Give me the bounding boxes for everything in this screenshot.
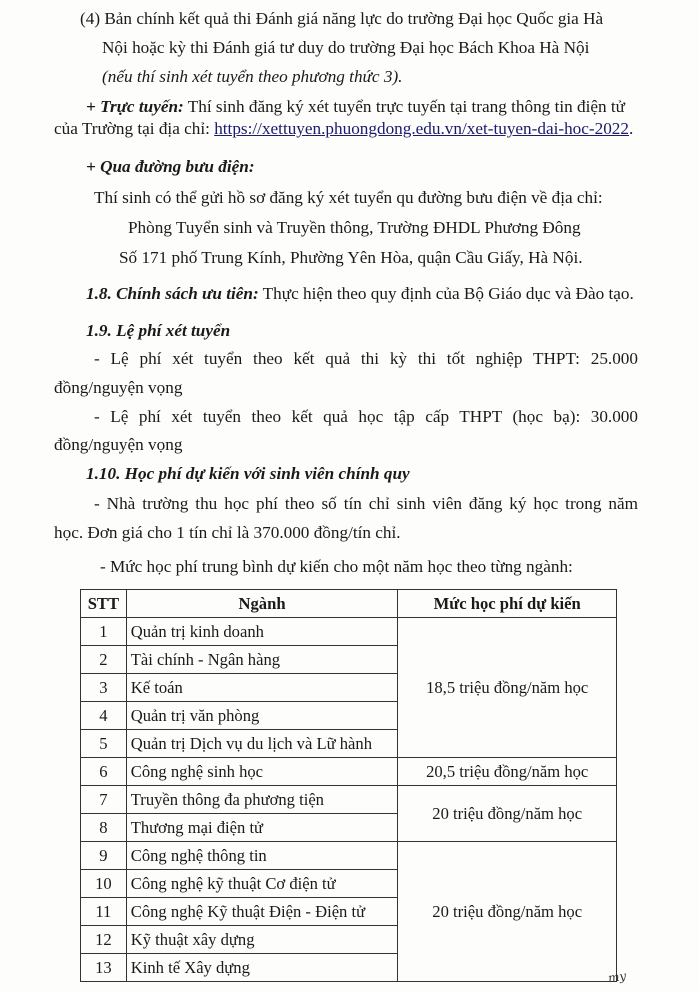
- row-major: Công nghệ thông tin: [126, 842, 398, 870]
- tuition-table: [80, 589, 617, 982]
- row-major: Thương mại điện tử: [126, 814, 398, 842]
- row-stt: 2: [81, 646, 127, 674]
- tuition-p2: - Mức học phí trung bình dự kiến cho một năm học theo từng ngành:: [100, 557, 573, 576]
- section-1-8: [86, 283, 634, 305]
- section-1-8-label: 1.8. Chính sách ưu tiên:: [86, 284, 259, 303]
- fee1-line2: đồng/nguyện vọng: [54, 378, 183, 397]
- row-major: Kỹ thuật xây dựng: [126, 926, 398, 954]
- post-address-line1: Phòng Tuyển sinh và Truyền thông, Trường ĐHDL Phương Đông: [128, 218, 581, 237]
- table-row: [81, 842, 617, 870]
- table-row: [81, 758, 617, 786]
- item4-line1: (4) Bản chính kết quả thi Đánh giá năng lực do trường Đại học Quốc gia Hà: [80, 9, 604, 28]
- row-stt: 5: [81, 730, 127, 758]
- post-text: Thí sinh có thể gửi hồ sơ đăng ký xét tuyển qu đường bưu điện về địa chỉ:: [94, 188, 603, 207]
- row-major: Kế toán: [126, 674, 398, 702]
- row-major: Tài chính - Ngân hàng: [126, 646, 398, 674]
- post-address-line2: Số 171 phố Trung Kính, Phường Yên Hòa, quận Cầu Giấy, Hà Nội.: [119, 248, 583, 267]
- section-1-10-heading: 1.10. Học phí dự kiến với sinh viên chính quy: [86, 464, 410, 483]
- online-label: + Trực tuyến:: [86, 97, 184, 116]
- item4-line2: Nội hoặc kỳ thi Đánh giá tư duy do trường Đại học Bách Khoa Hà Nội: [102, 38, 590, 57]
- row-stt: 7: [81, 786, 127, 814]
- row-fee: 20 triệu đồng/năm học: [398, 842, 617, 982]
- tuition-p1-line1: - Nhà trường thu học phí theo số tín chỉ sinh viên đăng ký học trong năm: [94, 494, 638, 513]
- online-prefix: của Trường tại địa chỉ:: [54, 119, 215, 138]
- section-1-8-text: Thực hiện theo quy định của Bộ Giáo dục và Đào tạo.: [258, 284, 634, 303]
- fee2-line1: - Lệ phí xét tuyển theo kết quả học tập cấp THPT (học bạ): 30.000: [94, 407, 638, 426]
- row-stt: 11: [81, 898, 127, 926]
- tuition-p1-line2: học. Đơn giá cho 1 tín chỉ là 370.000 đồng/tín chỉ.: [54, 523, 401, 542]
- header-stt: STT: [81, 590, 127, 618]
- section-1-9-heading: 1.9. Lệ phí xét tuyển: [86, 321, 231, 340]
- initials-signature: my: [607, 968, 628, 986]
- fee1-line1: - Lệ phí xét tuyển theo kết quả thi kỳ thi tốt nghiệp THPT: 25.000: [94, 349, 638, 368]
- table-row: [81, 786, 617, 814]
- table-header-row: [81, 590, 617, 618]
- row-stt: 6: [81, 758, 127, 786]
- row-major: Công nghệ kỹ thuật Cơ điện tử: [126, 870, 398, 898]
- table-row: [81, 618, 617, 646]
- row-stt: 10: [81, 870, 127, 898]
- row-major: Công nghệ sinh học: [126, 758, 398, 786]
- row-stt: 3: [81, 674, 127, 702]
- row-major: Quản trị Dịch vụ du lịch và Lữ hành: [126, 730, 398, 758]
- item4-line3: (nếu thí sinh xét tuyển theo phương thức 3).: [102, 67, 403, 86]
- online-suffix: .: [629, 119, 634, 138]
- row-major: Truyền thông đa phương tiện: [126, 786, 398, 814]
- row-major: Quản trị kinh doanh: [126, 618, 398, 646]
- row-major: Kinh tế Xây dựng: [126, 954, 398, 982]
- online-line1: [86, 96, 625, 118]
- row-fee: 20,5 triệu đồng/năm học: [398, 758, 617, 786]
- row-fee: 18,5 triệu đồng/năm học: [398, 618, 617, 758]
- row-major: Quản trị văn phòng: [126, 702, 398, 730]
- online-line2: [54, 118, 633, 140]
- header-major: Ngành: [126, 590, 398, 618]
- online-text: Thí sinh đăng ký xét tuyển trực tuyến tại trang thông tin điện tử: [183, 97, 625, 116]
- row-major: Công nghệ Kỹ thuật Điện - Điện tử: [126, 898, 398, 926]
- row-fee: 20 triệu đồng/năm học: [398, 786, 617, 842]
- row-stt: 12: [81, 926, 127, 954]
- admission-url-link[interactable]: https://xettuyen.phuongdong.edu.vn/xet-tuyen-dai-hoc-2022: [214, 119, 629, 138]
- row-stt: 8: [81, 814, 127, 842]
- row-stt: 1: [81, 618, 127, 646]
- fee2-line2: đồng/nguyện vọng: [54, 435, 183, 454]
- row-stt: 13: [81, 954, 127, 982]
- post-label: + Qua đường bưu điện:: [86, 157, 255, 176]
- row-stt: 4: [81, 702, 127, 730]
- header-fee: Mức học phí dự kiến: [398, 590, 617, 618]
- row-stt: 9: [81, 842, 127, 870]
